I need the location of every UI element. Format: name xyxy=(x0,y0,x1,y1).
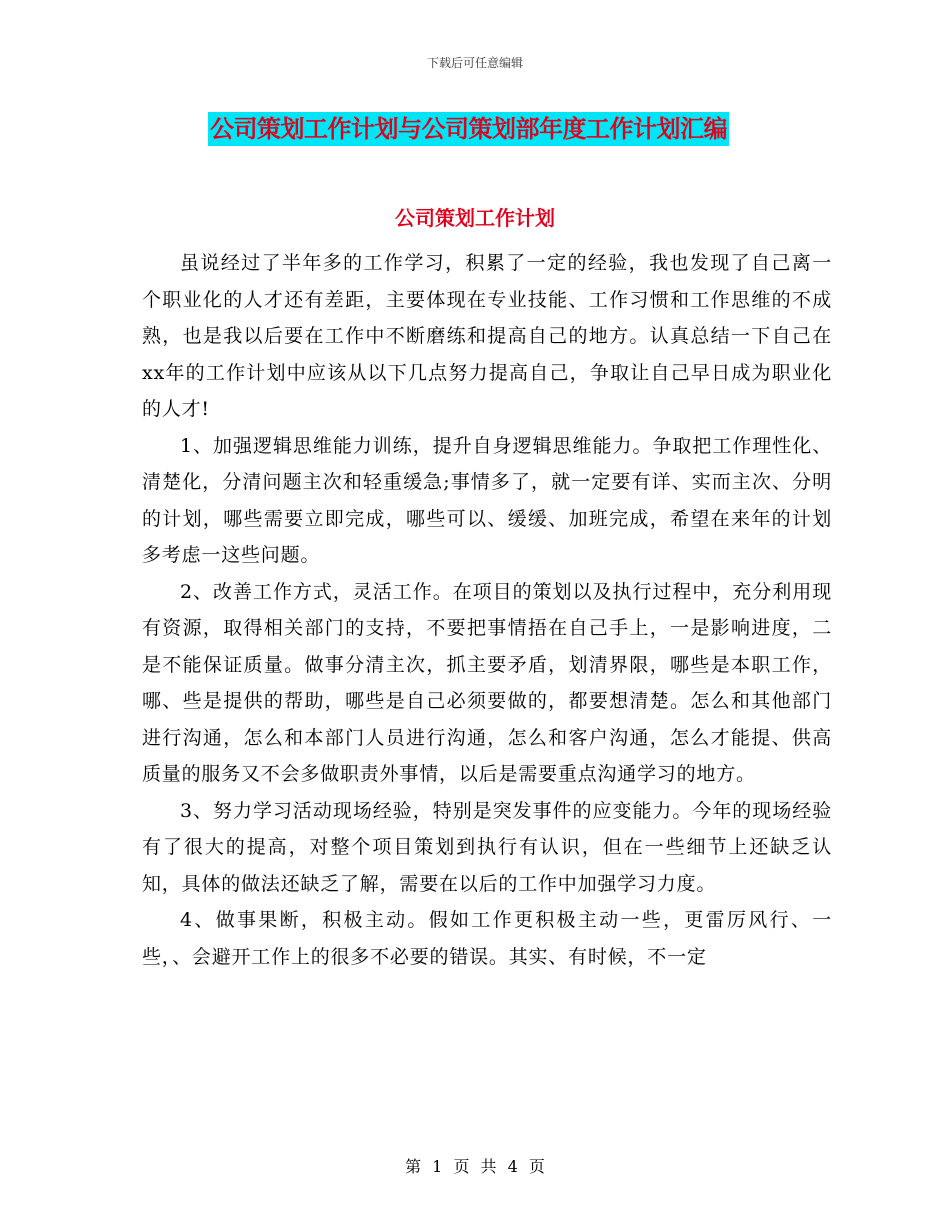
page-number: 第 1 页 共 4 页 xyxy=(405,1157,545,1176)
paragraph-point-1: 1、加强逻辑思维能力训练，提升自身逻辑思维能力。争取把工作理性化、清楚化，分清问题主次和轻重缓急;事情多了，就一定要有详、实而主次、分明的计划，哪些需要立即完成，哪些可以、缓缓、加班完成，希望在来年的计划多考虑一这些问题。 xyxy=(142,434,832,566)
document-title: 公司策划工作计划与公司策划部年度工作计划汇编 xyxy=(208,112,729,146)
paragraph-point-2: 2、改善工作方式，灵活工作。在项目的策划以及执行过程中，充分利用现有资源，取得相关部门的支持，不要把事情捂在自己手上，一是影响进度，二是不能保证质量。做事分清主次，抓主要矛盾，划清界限，哪些是本职工作，哪、些是提供的帮助，哪些是自己必须要做的，都要想清楚。怎么和其他部门进行沟通，怎么和本部门人员进行沟通，怎么和客户沟通，怎么才能提、供高质量的服务又不会多做职责外事情，以后是需要重点沟通学习的地方。 xyxy=(142,580,832,785)
document-body xyxy=(142,245,832,975)
paragraph-intro: 虽说经过了半年多的工作学习，积累了一定的经验，我也发现了自己离一个职业化的人才还有差距，主要体现在专业技能、工作习惯和工作思维的不成熟，也是我以后要在工作中不断磨练和提高自己的地方。认真总结一下自己在xx年的工作计划中应该从以下几点努力提高自己，争取让自己早日成为职业化的人才! xyxy=(142,252,832,420)
section-title: 公司策划工作计划 xyxy=(395,206,555,230)
paragraph-point-4: 4、做事果断，积极主动。假如工作更积极主动一些，更雷厉风行、一些，、会避开工作上的很多不必要的错误。其实、有时候，不一定 xyxy=(142,909,832,968)
paragraph-point-3: 3、努力学习活动现场经验，特别是突发事件的应变能力。今年的现场经验有了很大的提高，对整个项目策划到执行有认识，但在一些细节上还缺乏认知，具体的做法还缺乏了解，需要在以后的工作中加强学习力度。 xyxy=(142,799,832,895)
header-note: 下载后可任意编辑 xyxy=(426,56,523,70)
